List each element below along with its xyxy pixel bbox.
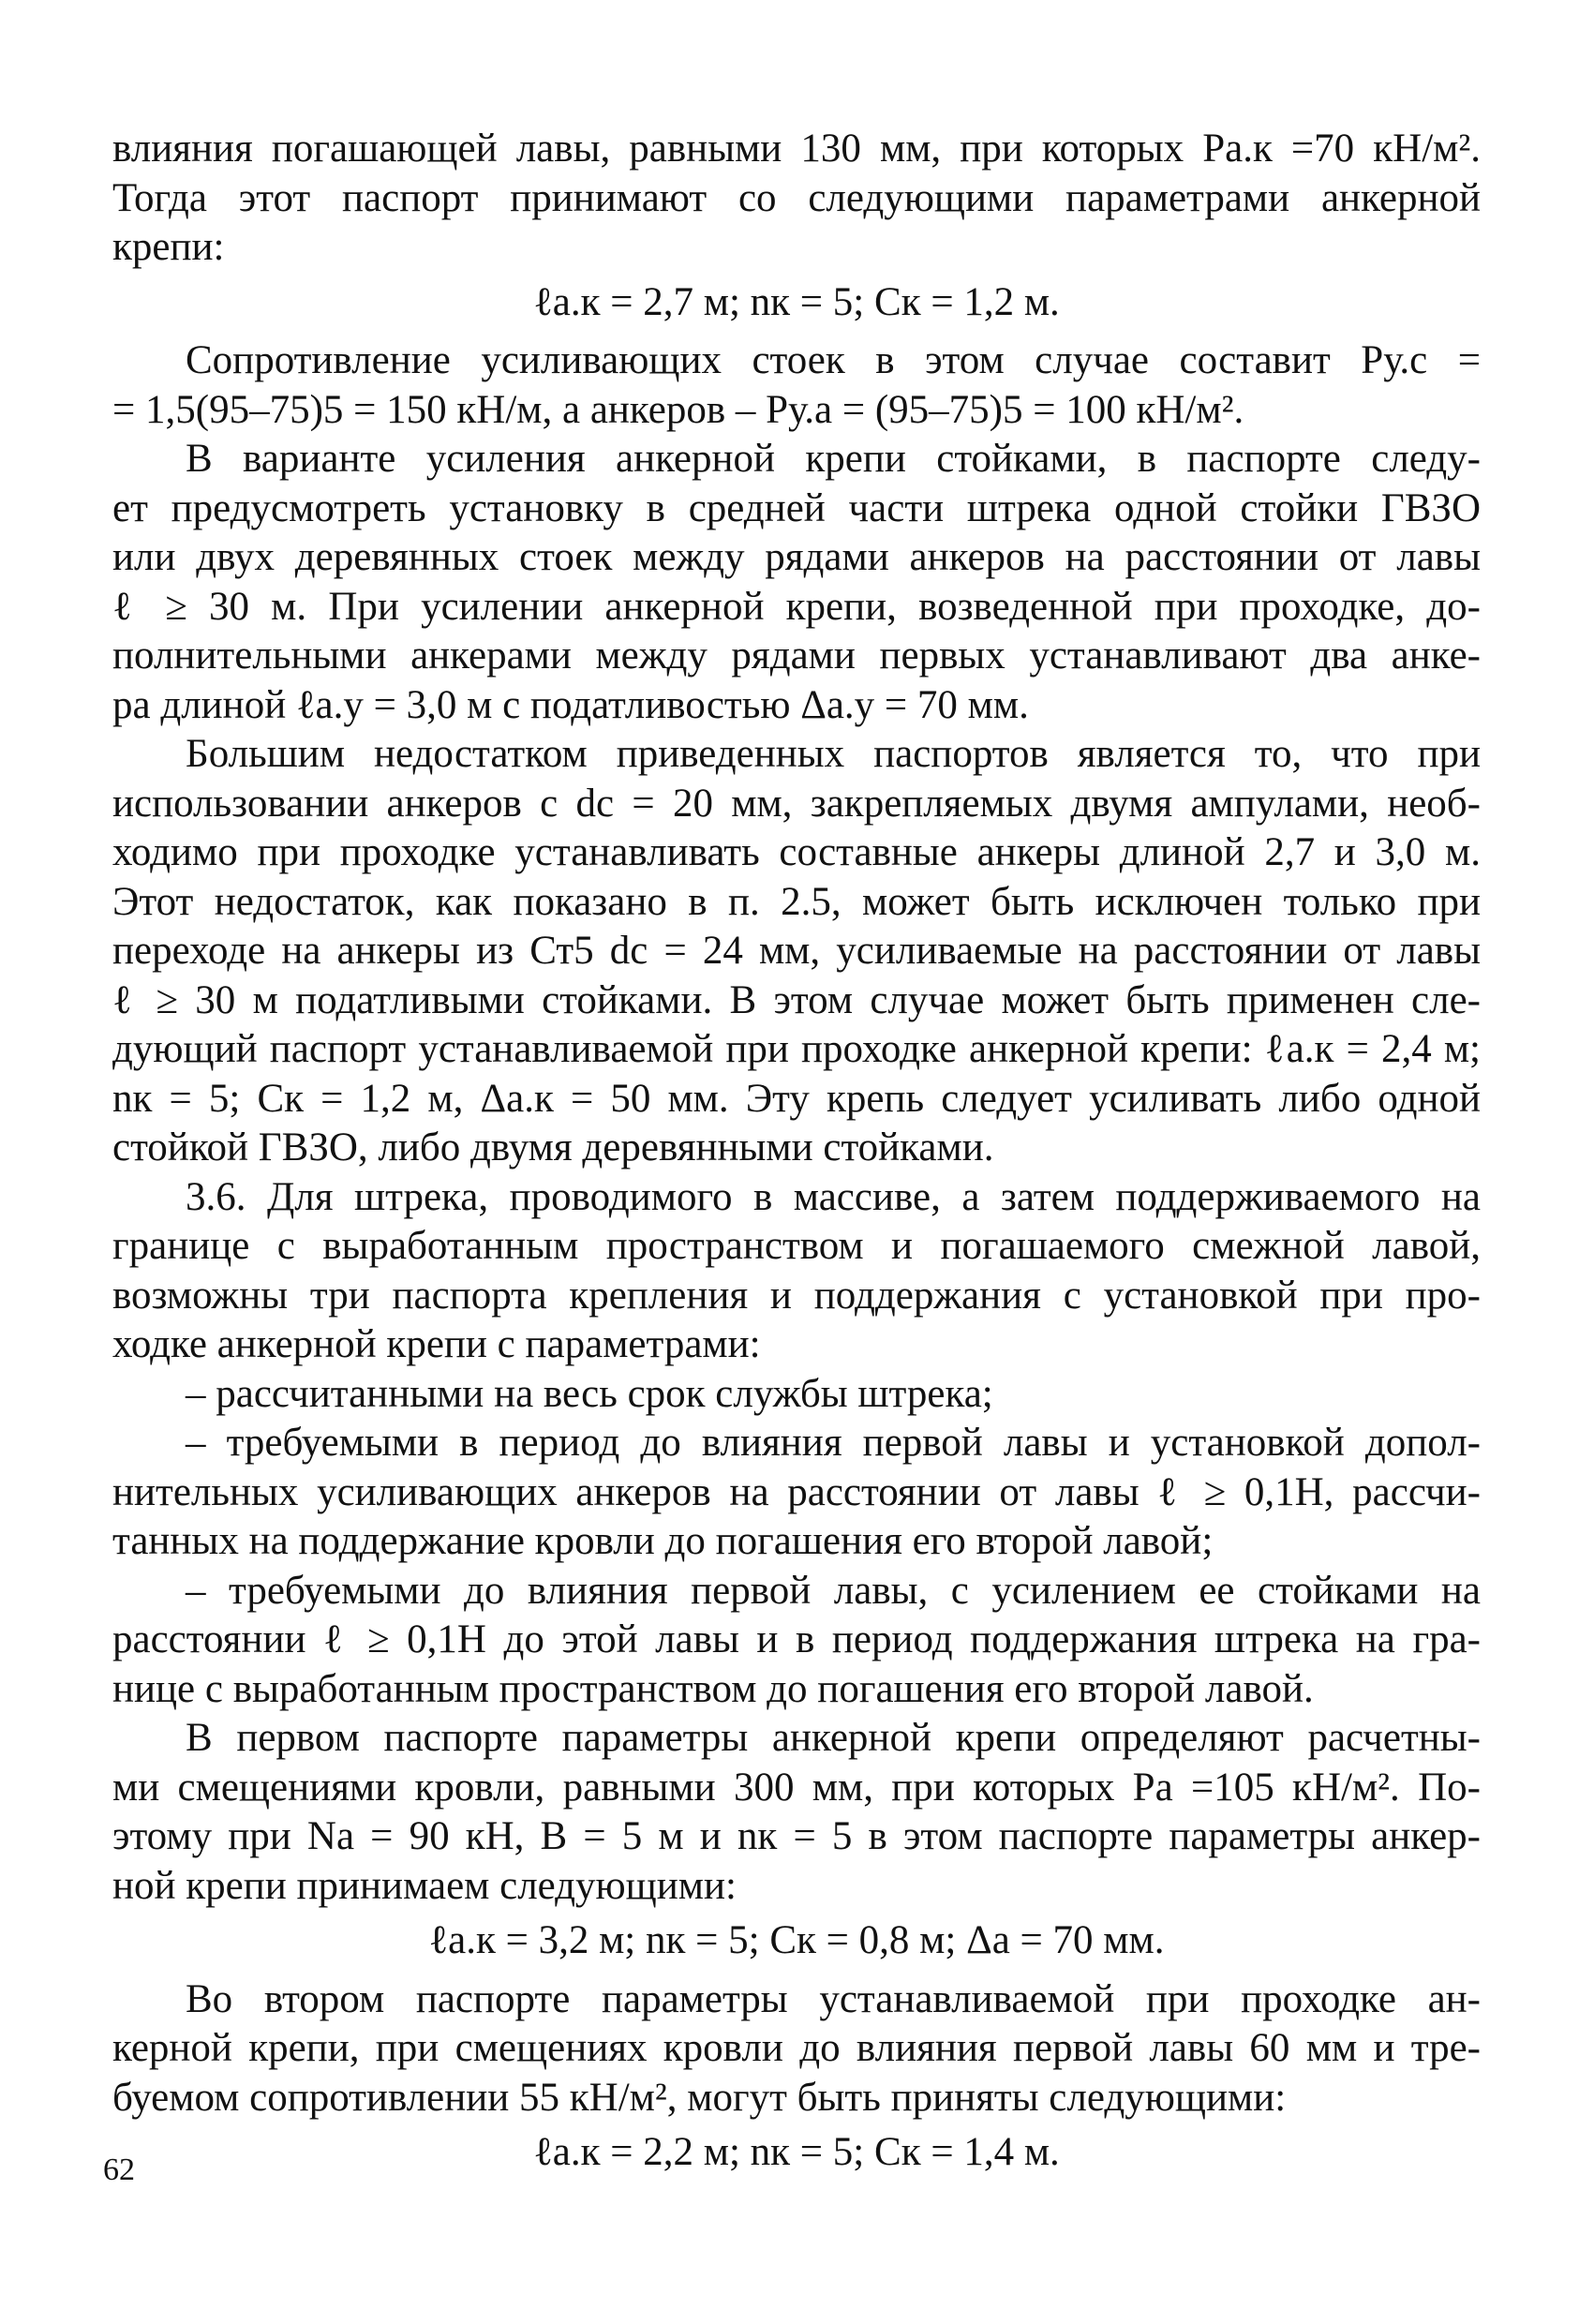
- text-line: или двух деревянных стоек между рядами анкеров на расстоянии от лавы: [112, 535, 1481, 579]
- text-line: нице с выработанным пространством до погашения его второй лавой.: [112, 1666, 1314, 1711]
- text-line: 3.6. Для штрека, проводимого в массиве, а затем поддерживаемого на: [186, 1174, 1481, 1219]
- text-line: полнительными анкерами между рядами первых устанавливают два анке-: [112, 633, 1481, 678]
- text-line: ℓ ≥ 30 м. При усилении анкерной крепи, возведенной при проходке, до-: [112, 584, 1481, 629]
- text-line: нительных усиливающих анкеров на расстоянии от лавы ℓ ≥ 0,1H, рассчи-: [112, 1469, 1481, 1514]
- text-line: стойкой ГВЗО, либо двумя деревянными стойками.: [112, 1125, 994, 1169]
- text-line: ной крепи принимаем следующими:: [112, 1863, 737, 1908]
- text-line: Во втором паспорте параметры устанавливаемой при проходке ан-: [186, 1976, 1481, 2021]
- text-line: – требуемыми в период до влияния первой лавы и установкой допол-: [186, 1421, 1481, 1465]
- list-item: [112, 1419, 1481, 1567]
- text-line: этому при Nа = 90 кН, B = 5 м и nк = 5 в этом паспорте параметры анкер-: [112, 1814, 1481, 1858]
- text-line: ра длиной ℓа.у = 3,0 м с податливостью Δа.у = 70 мм.: [112, 682, 1029, 727]
- paragraph-second-passport: [112, 1975, 1481, 2123]
- text-line: Сопротивление усиливающих стоек в этом случае составит Pу.с =: [186, 338, 1481, 382]
- paragraph-variant: [112, 435, 1481, 730]
- text-line: дующий паспорт устанавливаемой при проходке анкерной крепи: ℓа.к = 2,4 м;: [112, 1027, 1481, 1071]
- text-line: nк = 5; Cк = 1,2 м, Δа.к = 50 мм. Эту крепь следует усиливать либо одной: [112, 1076, 1481, 1121]
- text-line: Большим недостатком приведенных паспортов является то, что при: [186, 732, 1481, 776]
- text-line: переходе на анкеры из Ст5 dс = 24 мм, усиливаемые на расстоянии от лавы: [112, 929, 1481, 973]
- formula-3: ℓа.к = 2,2 м; nк = 5; Cк = 1,4 м.: [533, 2130, 1060, 2174]
- text-line: буемом сопротивлении 55 кН/м², могут быть приняты следующими:: [112, 2075, 1287, 2120]
- text-line: = 1,5(95–75)5 = 150 кН/м, а анкеров – Pу.а = (95–75)5 = 100 кН/м².: [112, 387, 1244, 432]
- text-line: ходке анкерной крепи с параметрами:: [112, 1322, 761, 1366]
- text-line: Тогда этот паспорт принимают со следующими параметрами анкерной: [112, 175, 1481, 220]
- text-line: влияния погашающей лавы, равными 130 мм, при которых Pа.к =70 кН/м².: [112, 127, 1481, 171]
- text-line: границе с выработанным пространством и погашаемого смежной лавой,: [112, 1224, 1481, 1268]
- paragraph-section-3-6: [112, 1173, 1481, 1370]
- paragraph-resistance: [112, 336, 1481, 435]
- paragraph-continuation: [112, 125, 1481, 273]
- text-line: танных на поддержание кровли до погашения его второй лавой;: [112, 1519, 1214, 1563]
- formula-1: ℓа.к = 2,7 м; nк = 5; Cк = 1,2 м.: [533, 279, 1060, 324]
- text-line: использовании анкеров с dс = 20 мм, закрепляемых двумя ампулами, необ-: [112, 781, 1481, 826]
- text-line: ходимо при проходке устанавливать составные анкеры длиной 2,7 и 3,0 м.: [112, 830, 1481, 874]
- paragraph-first-passport: [112, 1714, 1481, 1911]
- text-line: – требуемыми до влияния первой лавы, с усилением ее стойками на: [186, 1568, 1481, 1613]
- text-line: ми смещениями кровли, равными 300 мм, при которых Pа =105 кН/м². По-: [112, 1765, 1481, 1810]
- page-number: 62: [103, 2153, 135, 2187]
- text-line: Этот недостаток, как показано в п. 2.5, может быть исключен только при: [112, 879, 1481, 924]
- text-line: ет предусмотреть установку в средней части штрека одной стойки ГВЗО: [112, 485, 1481, 530]
- list-item: [112, 1567, 1481, 1715]
- text-line: керной крепи, при смещениях кровли до влияния первой лавы 60 мм и тре-: [112, 2026, 1481, 2070]
- text-line: возможны три паспорта крепления и поддержания с установкой при про-: [112, 1273, 1481, 1318]
- text-line: В варианте усиления анкерной крепи стойками, в паспорте следу-: [186, 437, 1481, 481]
- body-text: [112, 125, 1481, 2187]
- text-line: – рассчитанными на весь срок службы штрека;: [186, 1371, 993, 1416]
- list-item: [112, 1370, 1481, 1420]
- text-line: В первом паспорте параметры анкерной крепи определяют расчетны-: [186, 1716, 1481, 1760]
- text-line: ℓ ≥ 30 м податливыми стойками. В этом случае может быть применен сле-: [112, 977, 1481, 1022]
- text-line: расстоянии ℓ ≥ 0,1H до этой лавы и в период поддержания штрека на гра-: [112, 1617, 1481, 1661]
- formula-2: ℓа.к = 3,2 м; nк = 5; Cк = 0,8 м; Δа = 70 мм.: [428, 1918, 1165, 1962]
- text-line: крепи:: [112, 225, 225, 269]
- paragraph-drawback: [112, 730, 1481, 1173]
